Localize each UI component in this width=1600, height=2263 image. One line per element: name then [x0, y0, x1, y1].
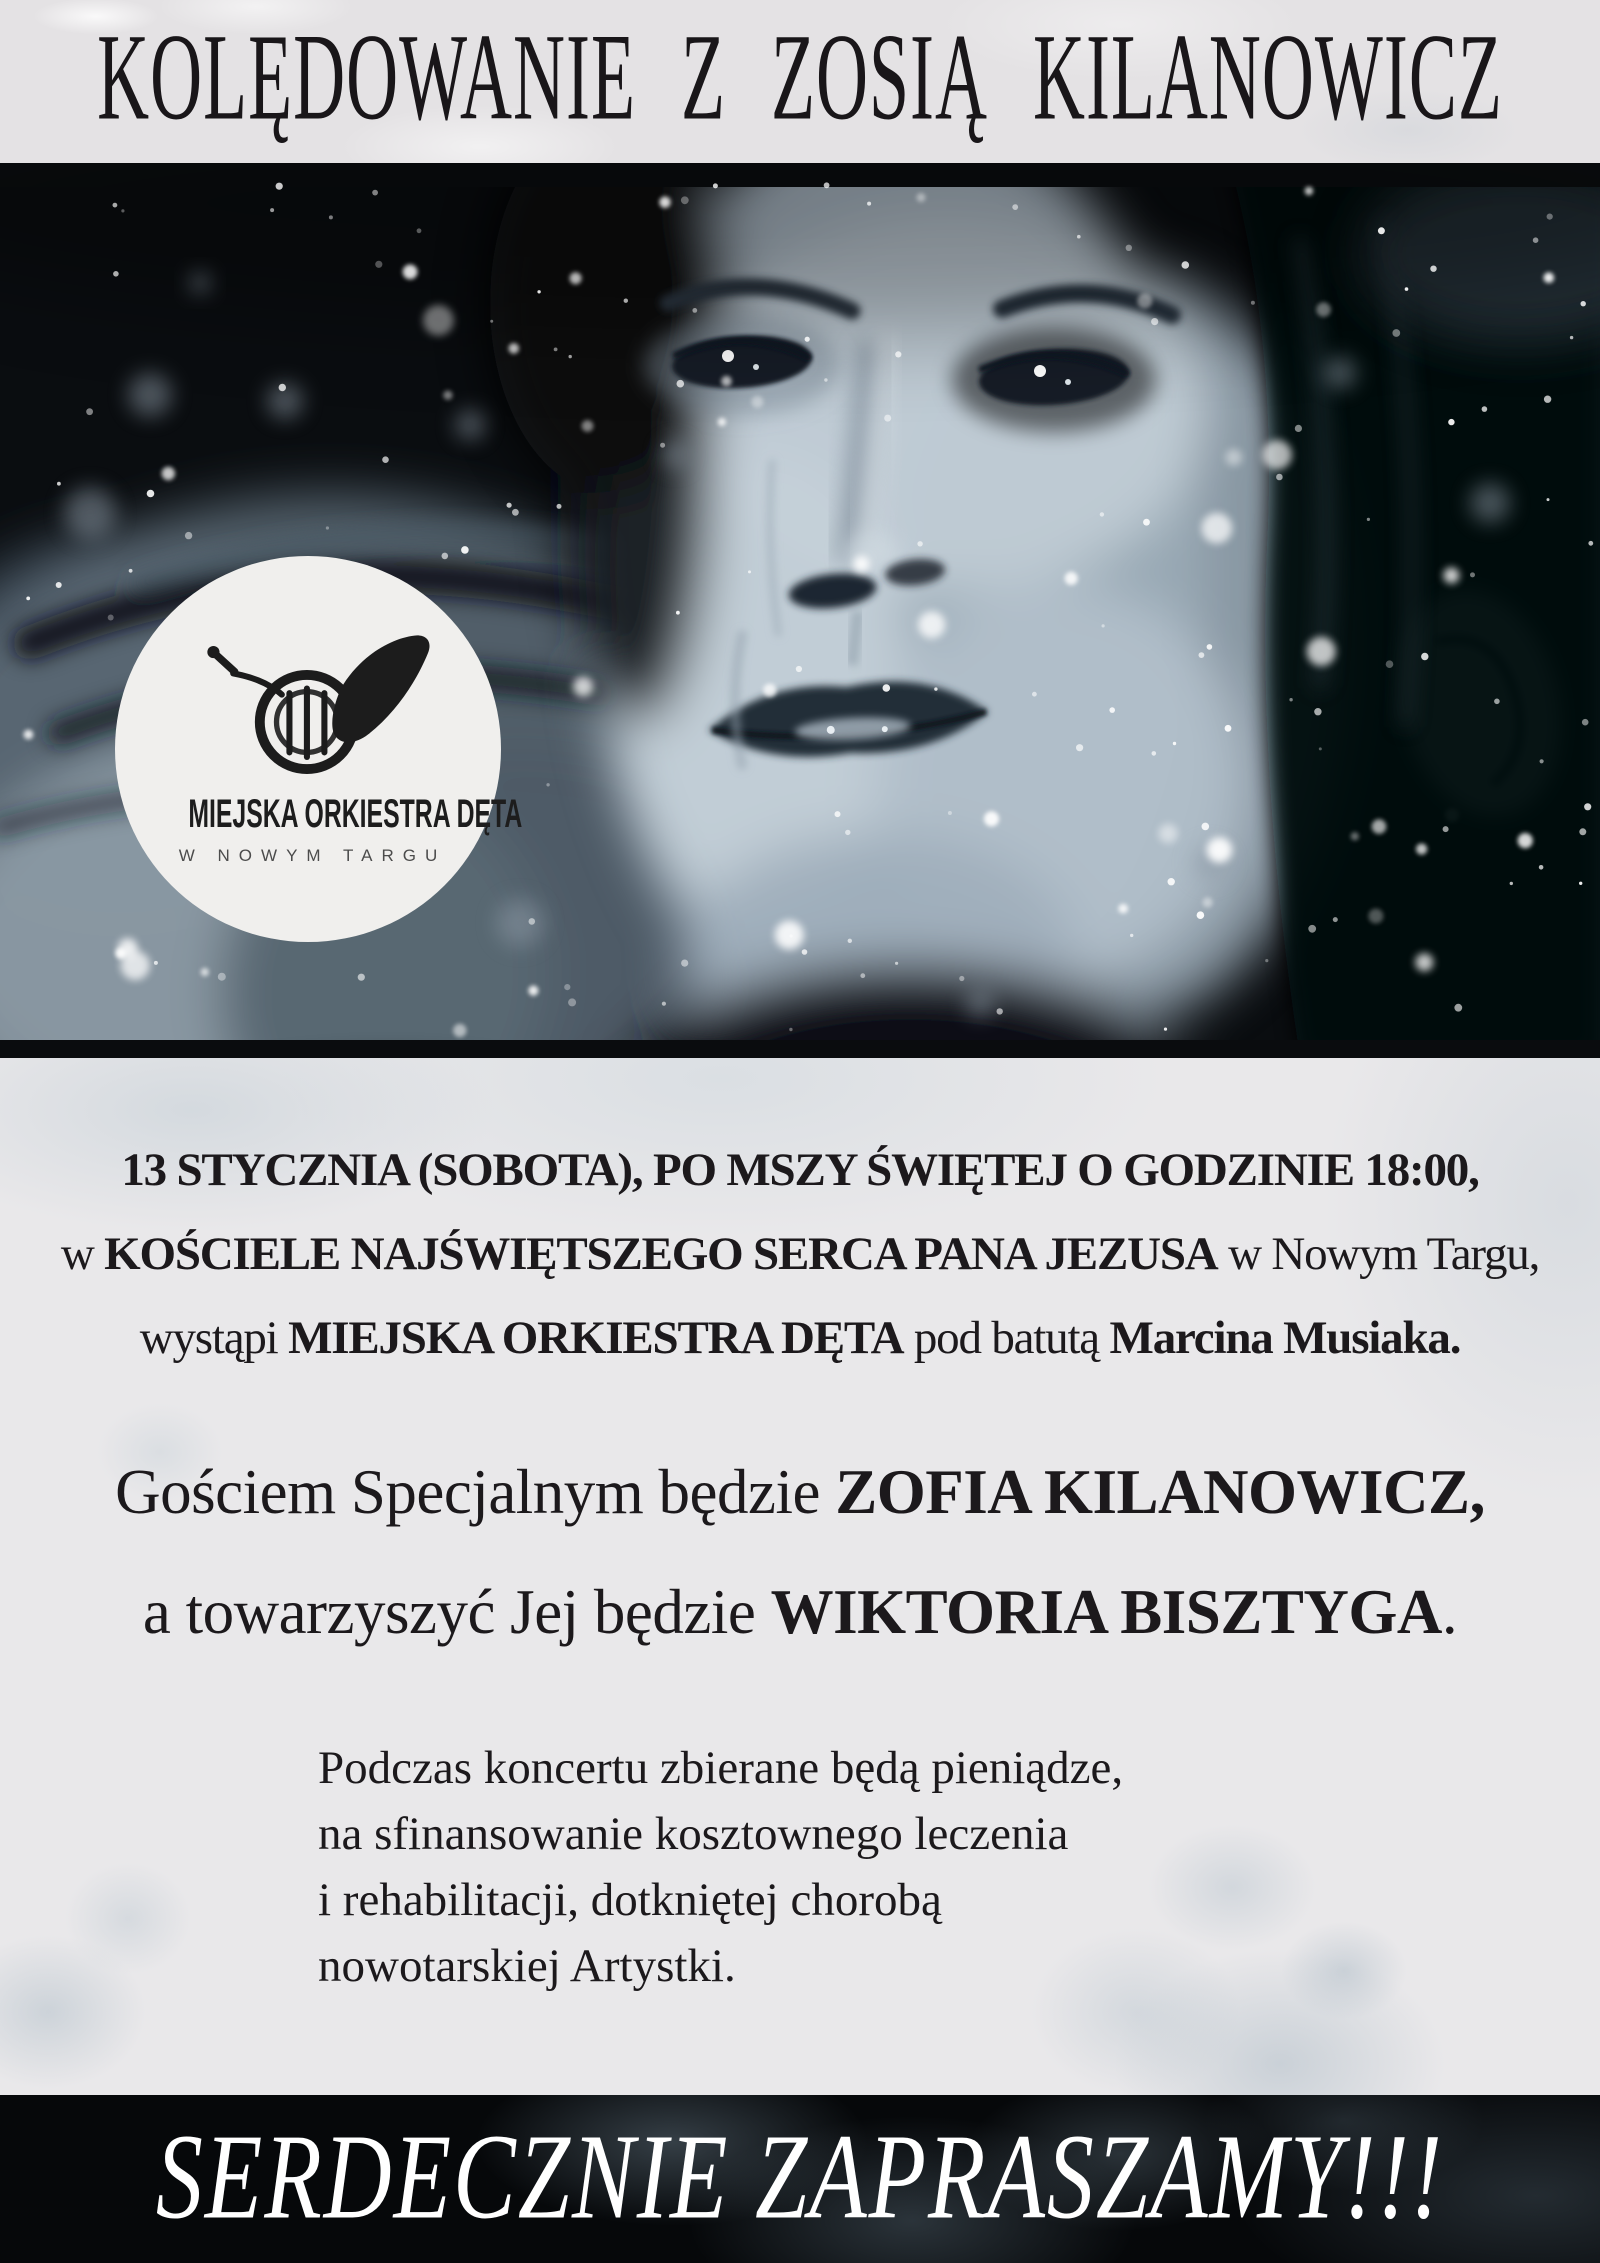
- event-details: [0, 1058, 1600, 1380]
- footer-band: [0, 2095, 1600, 2263]
- french-horn-icon: [163, 608, 463, 798]
- fundraiser-line-3: i rehabilitacji, dotkniętej chorobą: [318, 1874, 942, 1926]
- guest-line-1: Gościem Specjalnym będzie ZOFIA KILANOWICZ,: [115, 1457, 1485, 1527]
- photo-bottom-bar: [0, 1040, 1600, 1058]
- closing-invitation: SERDECZNIE ZAPRASZAMY!!!: [155, 2109, 1445, 2245]
- fundraiser-line-4: nowotarskiej Artystki.: [318, 1940, 736, 1992]
- guest-line-2: a towarzyszyć Jej będzie WIKTORIA BISZTYGA.: [142, 1577, 1458, 1647]
- title-band: [0, 0, 1600, 163]
- orchestra-logo-badge: [115, 556, 523, 942]
- poster-body: [0, 1058, 1600, 2095]
- orchestra-name: MIEJSKA ORKIESTRA DĘTA: [188, 792, 523, 836]
- fundraiser-note: [318, 1735, 1600, 1999]
- event-line-2: w KOŚCIELE NAJŚWIĘTSZEGO SERCA PANA JEZUSA w Nowym Targu,: [60, 1228, 1540, 1280]
- top-vignette: [0, 163, 1600, 333]
- event-line-3: wystąpi MIEJSKA ORKIESTRA DĘTA pod batutą Marcina Musiaka.: [139, 1312, 1461, 1364]
- orchestra-subtitle: W NOWYM TARGU: [178, 846, 447, 865]
- hero-photo: [0, 163, 1600, 1058]
- event-line-1: 13 STYCZNIA (SOBOTA), PO MSZY ŚWIĘTEJ O GODZINIE 18:00,: [121, 1144, 1479, 1196]
- fundraiser-line-1: Podczas koncertu zbierane będą pieniądze,: [318, 1742, 1124, 1794]
- poster-title: KOLĘDOWANIE Z ZOSIĄ KILANOWICZ: [97, 8, 1503, 146]
- fundraiser-line-2: na sfinansowanie kosztownego leczenia: [318, 1808, 1069, 1860]
- special-guests: [0, 1432, 1600, 1672]
